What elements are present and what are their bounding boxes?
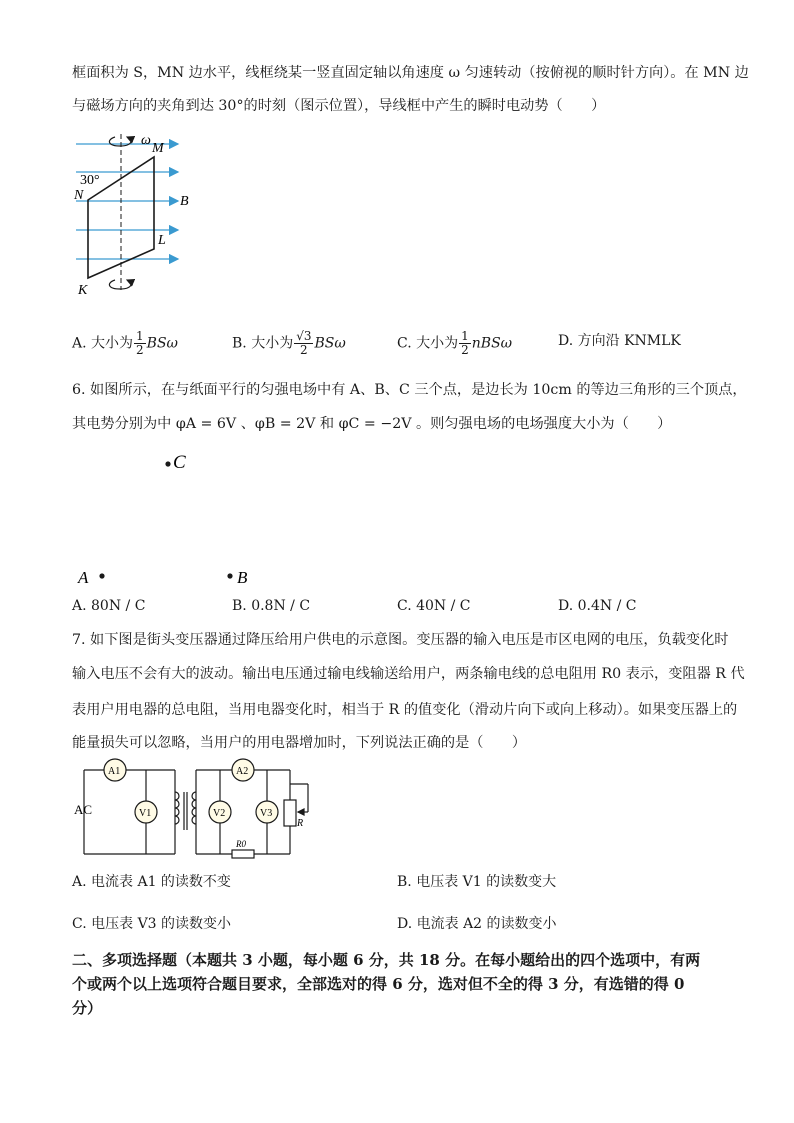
omega-label: ω — [141, 133, 151, 148]
q6-option-b[interactable]: B. 0.8N / C — [232, 598, 311, 614]
label-M: M — [152, 141, 164, 156]
q7-option-d[interactable]: D. 电流表 A2 的读数变小 — [397, 916, 557, 932]
q6-option-c[interactable]: C. 40N / C — [397, 598, 471, 614]
section2-heading-line-3: 分） — [72, 999, 103, 1017]
point-B — [227, 573, 232, 578]
label-R: R — [297, 818, 304, 829]
label-B: B — [180, 194, 189, 209]
q7-text-line-2: 输入电压不会有大的波动。输出电压通过输电线输送给用户，两条输电线的总电阻用 R0 表示，变阻器 R 代 — [72, 666, 745, 682]
q5-option-d[interactable]: D. 方向沿 KNMLK — [558, 333, 681, 349]
q5-option-b[interactable]: B. 大小为 $\frac{√3}{2}$ BSω — [232, 329, 346, 357]
label-N: N — [74, 188, 84, 203]
point-A — [99, 573, 104, 578]
q5-option-c[interactable]: C. 大小为 $\frac{1}{2}$ nBSω — [397, 329, 513, 357]
q6-text-line-1: 6. 如图所示，在与纸面平行的匀强电场中有 A、B、C 三个点，是边长为 10cm 的等边三角形的三个顶点， — [72, 382, 747, 398]
q7-option-a[interactable]: A. 电流表 A1 的读数不变 — [72, 874, 231, 890]
q6-text-line-2: 其电势分别为中 φA = 6V 、φB = 2V 和 φC = −2V 。则匀强电场的电场强度大小为（ ） — [72, 416, 672, 432]
point-C — [165, 461, 170, 466]
q5-option-a[interactable]: A. 大小为 $\frac{1}{2}$ BSω — [72, 329, 178, 357]
q5-text-line-1: 框面积为 S，MN 边水平，线框绕某一竖直固定轴以角速度 ω 匀速转动（按俯视的顺时针方向）。在 MN 边 — [72, 65, 749, 81]
label-C: C — [173, 452, 186, 473]
q7-circuit-figure — [70, 758, 330, 863]
q6-option-d[interactable]: D. 0.4N / C — [558, 598, 637, 614]
label-V2: V2 — [213, 808, 226, 819]
section2-heading-line-1: 二、多项选择题（本题共 3 小题，每小题 6 分，共 18 分。在每小题给出的四个选项中，有两 — [72, 951, 701, 969]
label-L: L — [158, 233, 166, 248]
q7-option-b[interactable]: B. 电压表 V1 的读数变大 — [397, 874, 557, 890]
q6-option-a[interactable]: A. 80N / C — [72, 598, 146, 614]
q5-coil-figure — [70, 128, 210, 298]
resistor-R0 — [232, 850, 254, 858]
q7-text-line-1: 7. 如下图是街头变压器通过降压给用户供电的示意图。变压器的输入电压是市区电网的电压，负载变化时 — [72, 632, 729, 648]
q6-triangle-figure — [70, 448, 270, 593]
label-A1: A1 — [108, 766, 121, 777]
rheostat-R — [284, 800, 296, 826]
label-B: B — [237, 568, 248, 587]
q7-text-line-3: 表用户用电器的总电阻，当用电器变化时，相当于 R 的值变化（滑动片向下或向上移动）。如果变压器上的 — [72, 702, 738, 718]
label-R0: R0 — [236, 839, 246, 849]
rotation-arrow-bottom — [109, 280, 131, 289]
label-AC: AC — [74, 802, 93, 817]
label-V3: V3 — [260, 808, 273, 819]
q7-text-line-4: 能量损失可以忽略，当用户的用电器增加时，下列说法正确的是（ ） — [72, 735, 527, 751]
label-A: A — [78, 568, 89, 587]
label-K: K — [78, 283, 88, 298]
label-V1: V1 — [139, 808, 152, 819]
section2-heading-line-2: 个或两个以上选项符合题目要求，全部选对的得 6 分，选对但不全的得 3 分，有选错的得 0 — [72, 975, 685, 993]
q7-option-c[interactable]: C. 电压表 V3 的读数变小 — [72, 916, 232, 932]
label-A2: A2 — [236, 766, 249, 777]
angle-label: 30° — [80, 173, 100, 188]
q5-text-line-2: 与磁场方向的夹角到达 30°的时刻（图示位置），导线框中产生的瞬时电动势（ ） — [72, 98, 606, 114]
